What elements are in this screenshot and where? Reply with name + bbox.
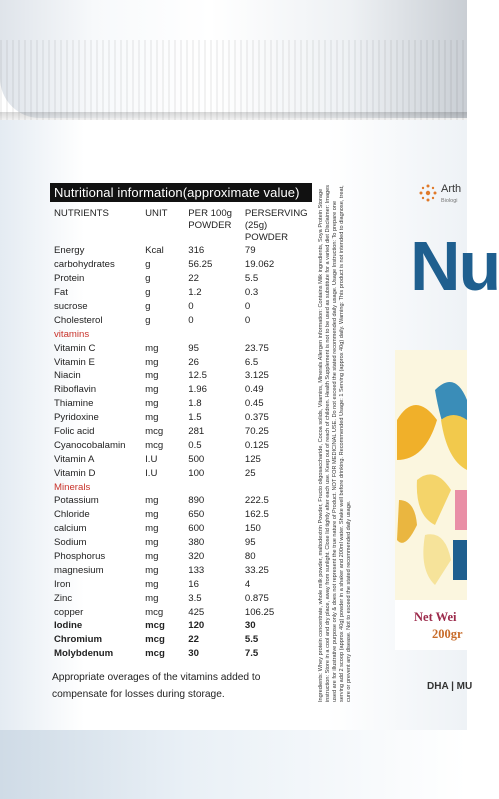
nutrient-perserving: 25: [244, 467, 256, 479]
header-nutrients: NUTRIENTS: [54, 208, 109, 219]
jar-bottom-shade: [0, 730, 467, 799]
nutrient-per100: 380: [188, 537, 205, 549]
nutrient-unit: mg: [145, 412, 159, 424]
nutrient-name: calcium: [54, 523, 87, 535]
nutrient-perserving: 19.062: [244, 259, 275, 271]
nutrient-row: [50, 286, 312, 300]
nutrition-title: Nutritional information(approximate value): [50, 183, 312, 202]
nutrient-per100: 16: [188, 578, 199, 590]
nutrient-perserving: 5.5: [244, 634, 259, 646]
nutrient-perserving: 0.45: [244, 398, 264, 410]
nutrient-per100: 30: [188, 648, 199, 660]
nutrient-unit: mg: [145, 523, 159, 535]
nutrient-unit: mcg: [145, 648, 165, 660]
nutrient-name: magnesium: [54, 564, 104, 576]
macronutrient-rows: [50, 244, 312, 327]
nutrient-name: Protein: [54, 273, 85, 285]
nutrient-perserving: 0.3: [244, 287, 259, 299]
nutrient-row: [50, 494, 312, 508]
nutrient-row: [50, 536, 312, 550]
nutrient-row: [50, 341, 312, 355]
nutrient-row: [50, 272, 312, 286]
nutrient-row: [50, 550, 312, 564]
nutrient-unit: mg: [145, 551, 159, 563]
nutrient-perserving: 79: [244, 245, 256, 257]
nutrient-perserving: 106.25: [244, 606, 275, 618]
minerals-heading: Minerals: [54, 481, 91, 493]
nutrient-unit: g: [145, 314, 151, 326]
nutrient-per100: 1.8: [188, 398, 202, 410]
net-weight-label: Net Wei: [414, 610, 457, 624]
nutrient-unit: I.U: [145, 453, 158, 465]
nutrient-unit: Kcal: [145, 245, 164, 257]
nutrient-unit: mcg: [145, 439, 164, 451]
nutrient-name: Thiamine: [54, 398, 94, 410]
nutrient-name: Pyridoxine: [54, 412, 99, 424]
nutrient-per100: 650: [188, 509, 205, 521]
nutrient-row: [50, 397, 312, 411]
nutrient-perserving: 0.875: [244, 592, 269, 604]
nutrient-per100: 425: [188, 606, 205, 618]
nutrient-unit: g: [145, 273, 151, 285]
nutrient-unit: mg: [145, 495, 159, 507]
nutrient-row: [50, 522, 312, 536]
nutrient-unit: mcg: [145, 634, 165, 646]
nutrient-name: Niacin: [54, 370, 81, 382]
nutrient-perserving: 162.5: [244, 509, 269, 521]
nutrient-name: Riboflavin: [54, 384, 97, 396]
nutrient-unit: mg: [145, 384, 159, 396]
vitamins-heading: vitamins: [54, 328, 90, 340]
product-tagline: DHA | MU: [427, 681, 473, 692]
nutrient-row: [50, 605, 312, 619]
nutrient-name: Vitamin D: [54, 467, 96, 479]
nutrient-name: Vitamin A: [54, 453, 95, 465]
nutrient-per100: 120: [188, 620, 205, 632]
product-name-partial: Nu: [410, 227, 499, 305]
nutrient-row: [50, 411, 312, 425]
vitamin-rows: [50, 341, 312, 480]
nutrient-name: Phosphorus: [54, 551, 106, 563]
nutrient-name: Potassium: [54, 495, 99, 507]
mineral-rows: [50, 494, 312, 661]
nutrient-perserving: 125: [244, 453, 261, 465]
nutrient-name: Vitamin C: [54, 342, 96, 354]
nutrition-table: [50, 208, 312, 661]
nutrient-perserving: 6.5: [244, 356, 259, 368]
nutrient-row: [50, 466, 312, 480]
brand-logo-icon: [418, 183, 438, 203]
nutrient-per100: 1.5: [188, 412, 202, 424]
nutrient-perserving: 70.25: [244, 426, 269, 438]
nutrient-name: Chromium: [54, 634, 102, 646]
lid-ridges: [0, 40, 467, 120]
nutrient-perserving: 4: [244, 578, 251, 590]
nutrient-row: [50, 313, 312, 327]
nutrient-unit: g: [145, 287, 151, 299]
nutrient-unit: mg: [145, 342, 159, 354]
nutrient-per100: 26: [188, 356, 199, 368]
nutrient-unit: mg: [145, 537, 159, 549]
ingredients-vertical-text: [318, 182, 376, 702]
nutrient-per100: 95: [188, 342, 199, 354]
nutrient-per100: 890: [188, 495, 205, 507]
nutrient-name: Zinc: [54, 592, 73, 604]
nutrient-unit: I.U: [145, 467, 158, 479]
nutrient-unit: g: [145, 301, 151, 312]
nutrient-unit: mg: [145, 578, 159, 590]
nutrient-perserving: 0.49: [244, 384, 264, 396]
nutrient-per100: 500: [188, 453, 205, 465]
nutrient-per100: 12.5: [188, 370, 207, 382]
nutrient-row: [50, 633, 312, 647]
nutrient-perserving: 222.5: [244, 495, 269, 507]
nutrient-name: Folic acid: [54, 426, 95, 438]
nutrient-per100: 316: [188, 245, 205, 257]
nutrient-name: sucrose: [54, 301, 88, 312]
decorative-graphic: [395, 350, 467, 650]
nutrient-per100: 0.5: [188, 439, 202, 451]
table-header: [50, 208, 312, 244]
nutrient-name: Cyanocobalamin: [54, 439, 126, 451]
nutrient-per100: 100: [188, 467, 205, 479]
nutrition-panel: [50, 183, 312, 661]
nutrient-row: [50, 452, 312, 466]
nutrient-row: [50, 355, 312, 369]
nutrient-row: [50, 619, 312, 633]
nutrient-unit: mcg: [145, 426, 164, 438]
nutrient-name: Iodine: [54, 620, 83, 632]
nutrient-perserving: 0.125: [244, 439, 269, 451]
nutrient-row: [50, 369, 312, 383]
nutrient-per100: 3.5: [188, 592, 202, 604]
nutrient-perserving: 80: [244, 551, 256, 563]
brand-subtitle: Biologi: [441, 198, 458, 204]
nutrient-per100: 133: [188, 564, 205, 576]
nutrient-per100: 320: [188, 551, 205, 563]
nutrient-name: Energy: [54, 245, 85, 257]
nutrient-row: [50, 425, 312, 439]
nutrient-row: [50, 563, 312, 577]
nutrient-row: [50, 244, 312, 258]
nutrient-per100: 22: [188, 634, 199, 646]
nutrient-perserving: 150: [244, 523, 261, 535]
nutrient-per100: 600: [188, 523, 205, 535]
nutrient-perserving: 23.75: [244, 342, 269, 354]
nutrient-row: [50, 258, 312, 272]
nutrient-per100: 1.2: [188, 287, 202, 299]
nutrient-name: copper: [54, 606, 84, 618]
nutrient-row: [50, 300, 312, 314]
nutrient-unit: mg: [145, 356, 159, 368]
nutrient-perserving: 0.375: [244, 412, 269, 424]
nutrient-name: Iron: [54, 578, 71, 590]
nutrient-unit: mg: [145, 564, 159, 576]
brand-name: Arth: [441, 183, 462, 195]
nutrient-unit: mg: [145, 398, 159, 410]
nutrient-perserving: 95: [244, 537, 256, 549]
nutrient-per100: 0: [188, 301, 194, 312]
nutrient-unit: mg: [145, 509, 159, 521]
nutrient-unit: mg: [145, 592, 159, 604]
nutrient-per100: 1.96: [188, 384, 207, 396]
nutrient-name: Chloride: [54, 509, 90, 521]
overage-footnote: Appropriate overages of the vitamins added to compensate for losses during storage.: [52, 672, 261, 700]
nutrient-perserving: 5.5: [244, 273, 259, 285]
net-weight-value: 200gr: [432, 627, 463, 641]
nutrient-row: [50, 577, 312, 591]
nutrient-perserving: 7.5: [244, 648, 259, 660]
nutrient-row: [50, 438, 312, 452]
nutrient-row: [50, 508, 312, 522]
nutrient-perserving: 0: [244, 314, 251, 326]
ingredients-text: Ingredients: Whey protein concentrate, whole milk powder, maltodextrin Powder, Fructo oligosaccharide, Cocoa solids, Vitamins, Minerals Allergen information: Contains Milk ingredients, Soya Protein Storage instruction: Store in a cool and dry place, away from sunlight. Close lid tightly after each use. Keep out of reach of children. Health Supplement is not to be used as substitute for a varied diet Disclaimer: Images used are for illustrative purpose only & does not represent the true nature of Product. NOT FOR MEDICINAL USE. Do not exceed the stated recommended daily usage. Usage Instruction: To prepare one serving add 2 scoop (approx 40g) powder in a shaker and 200ml water. Shake well before drinking. Recommended Usage: 1 Serving (approx 40g) daily. Warning: This product is not intended to diagnose, treat, cure or prevent any disease. Not to exceed the stated recommended daily usage.: [318, 184, 352, 702]
nutrient-name: Sodium: [54, 537, 87, 549]
nutrient-per100: 0: [188, 314, 194, 326]
nutrient-name: Fat: [54, 287, 68, 299]
nutrient-name: Molybdenum: [54, 648, 114, 660]
header-per100: PER 100g POWDER: [188, 208, 232, 231]
nutrient-row: [50, 647, 312, 661]
header-unit: UNIT: [145, 208, 168, 219]
nutrient-per100: 22: [188, 273, 199, 285]
nutrient-per100: 56.25: [188, 259, 213, 271]
nutrient-unit: g: [145, 259, 151, 271]
nutrient-name: Vitamin E: [54, 356, 95, 368]
nutrient-row: [50, 591, 312, 605]
header-perserving: PERSERVING (25g) POWDER: [244, 208, 308, 243]
nutrient-name: Cholesterol: [54, 314, 103, 326]
nutrient-per100: 281: [188, 426, 205, 438]
nutrient-unit: mcg: [145, 606, 164, 618]
nutrient-perserving: 3.125: [244, 370, 269, 382]
nutrient-perserving: 30: [244, 620, 256, 632]
nutrient-unit: mg: [145, 370, 159, 382]
nutrient-row: [50, 383, 312, 397]
nutrient-unit: mcg: [145, 620, 165, 632]
nutrient-perserving: 33.25: [244, 564, 269, 576]
nutrient-name: carbohydrates: [54, 259, 115, 271]
nutrient-perserving: 0: [244, 301, 251, 312]
